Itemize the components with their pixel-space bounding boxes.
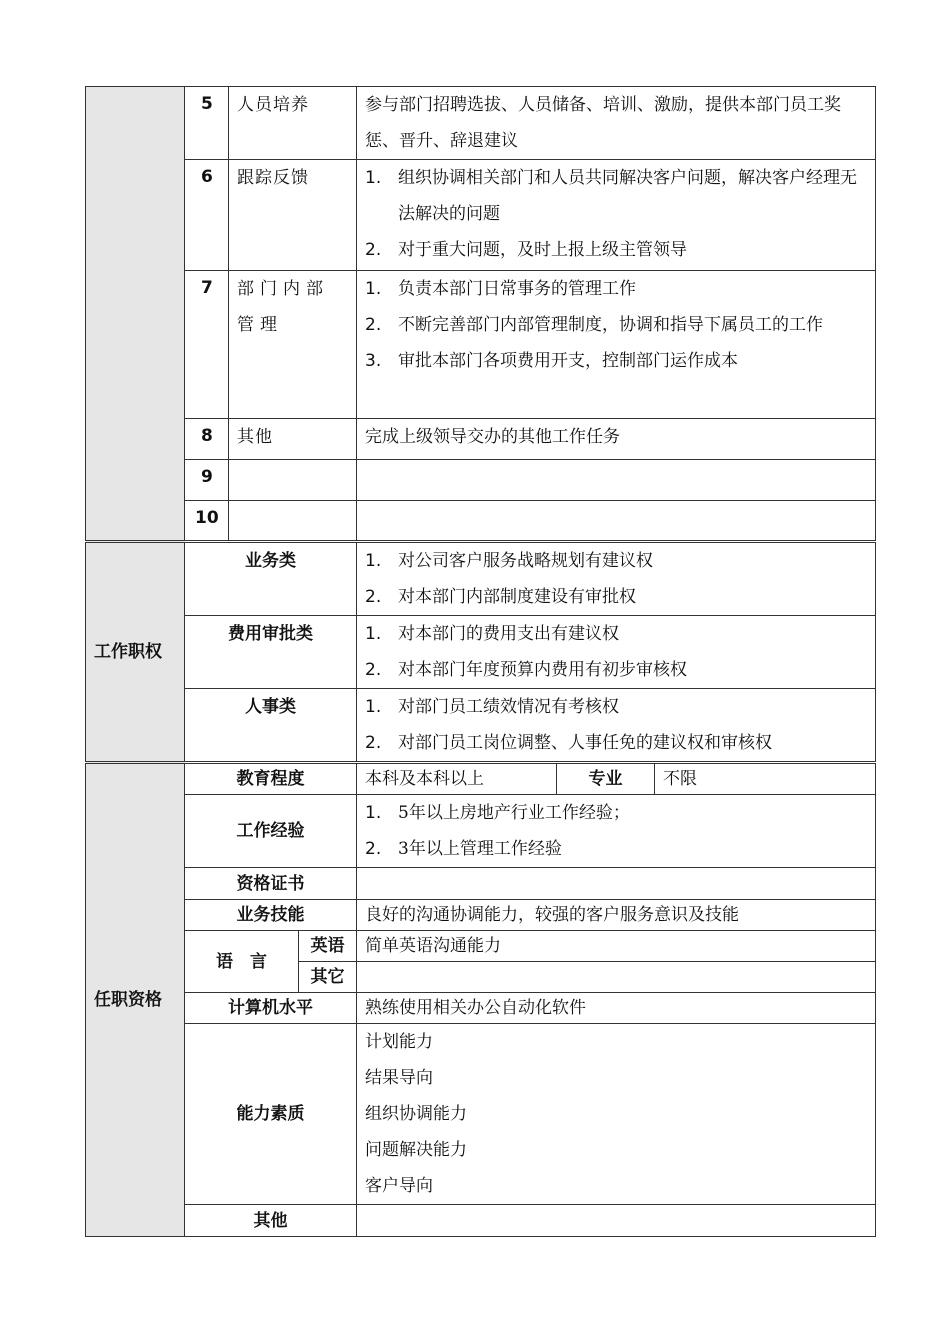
qualification-row	[86, 1024, 876, 1205]
duty-content	[357, 160, 876, 271]
ability-content	[357, 1024, 876, 1205]
skills-label: 业务技能	[185, 900, 357, 931]
other-language-value	[357, 962, 876, 993]
list-item: 3. 审批本部门各项费用开支，控制部门运作成本	[365, 351, 738, 371]
qualification-row	[86, 931, 876, 962]
qualification-row	[86, 868, 876, 900]
english-label: 英语	[299, 931, 357, 962]
certificate-label: 资格证书	[185, 868, 357, 900]
duty-row	[86, 160, 876, 271]
list-item: 1. 5年以上房地产行业工作经验；	[365, 803, 630, 823]
list-item: 2. 不断完善部门内部管理制度，协调和指导下属员工的工作	[365, 315, 823, 335]
authority-label: 费用审批类	[185, 616, 357, 689]
experience-label: 工作经验	[185, 795, 357, 868]
duty-name	[229, 501, 357, 542]
duty-name	[229, 460, 357, 501]
duty-row	[86, 419, 876, 460]
list-item: 2. 对于重大问题，及时上报上级主管领导	[365, 240, 687, 260]
duty-content: 参与部门招聘选拔、人员储备、培训、激励，提供本部门员工奖惩、晋升、辞退建议	[357, 87, 876, 160]
duty-content: 完成上级领导交办的其他工作任务	[357, 419, 876, 460]
list-item: 2. 对部门员工岗位调整、人事任免的建议权和审核权	[365, 733, 772, 753]
duty-content	[357, 271, 876, 419]
other-label: 其他	[185, 1205, 357, 1237]
duty-content	[357, 460, 876, 501]
authority-label: 业务类	[185, 542, 357, 616]
duty-name: 跟踪反馈	[229, 160, 357, 271]
duty-name: 人员培养	[229, 87, 357, 160]
list-item: 组织协调能力	[365, 1104, 467, 1124]
qualification-row	[86, 993, 876, 1024]
major-value: 不限	[655, 763, 876, 795]
skills-value: 良好的沟通协调能力，较强的客户服务意识及技能	[357, 900, 876, 931]
duty-name: 部门内部管理	[229, 271, 357, 419]
language-label: 语 言	[185, 931, 299, 993]
duty-name: 其他	[229, 419, 357, 460]
list-item: 计划能力	[365, 1032, 433, 1052]
list-item: 问题解决能力	[365, 1140, 467, 1160]
authority-content	[357, 689, 876, 763]
duty-number: 7	[185, 271, 229, 419]
duty-section-cell	[86, 87, 185, 542]
duty-number: 6	[185, 160, 229, 271]
computer-label: 计算机水平	[185, 993, 357, 1024]
duty-number: 5	[185, 87, 229, 160]
other-value	[357, 1205, 876, 1237]
authority-content	[357, 616, 876, 689]
authority-row	[86, 542, 876, 616]
education-label: 教育程度	[185, 763, 357, 795]
authority-content	[357, 542, 876, 616]
list-item: 1. 组织协调相关部门和人员共同解决客户问题，解决客户经理无法解决的问题	[365, 168, 857, 224]
qualification-row	[86, 763, 876, 795]
list-item: 结果导向	[365, 1068, 433, 1088]
list-item: 1. 对公司客户服务战略规划有建议权	[365, 551, 653, 571]
authority-label: 人事类	[185, 689, 357, 763]
list-item: 2. 对本部门内部制度建设有审批权	[365, 587, 636, 607]
list-item: 1. 负责本部门日常事务的管理工作	[365, 279, 636, 299]
experience-content	[357, 795, 876, 868]
qualification-row	[86, 900, 876, 931]
other-language-label: 其它	[299, 962, 357, 993]
list-item: 客户导向	[365, 1176, 433, 1196]
list-item: 1. 对本部门的费用支出有建议权	[365, 624, 619, 644]
job-description-table	[85, 86, 876, 1237]
computer-value: 熟练使用相关办公自动化软件	[357, 993, 876, 1024]
certificate-value	[357, 868, 876, 900]
major-label: 专业	[557, 763, 655, 795]
duty-number: 10	[185, 501, 229, 542]
ability-label: 能力素质	[185, 1024, 357, 1205]
duty-number: 9	[185, 460, 229, 501]
qualification-row	[86, 795, 876, 868]
qualification-section-title: 任职资格	[86, 763, 185, 1237]
duty-row	[86, 271, 876, 419]
list-item: 2. 3年以上管理工作经验	[365, 839, 562, 859]
qualification-row	[86, 1205, 876, 1237]
authority-section-title: 工作职权	[86, 542, 185, 763]
duty-row	[86, 87, 876, 160]
authority-row	[86, 616, 876, 689]
authority-row	[86, 689, 876, 763]
list-item: 1. 对部门员工绩效情况有考核权	[365, 697, 619, 717]
list-item: 2. 对本部门年度预算内费用有初步审核权	[365, 660, 687, 680]
education-value: 本科及本科以上	[357, 763, 557, 795]
duty-number: 8	[185, 419, 229, 460]
duty-row	[86, 501, 876, 542]
duty-content	[357, 501, 876, 542]
duty-row	[86, 460, 876, 501]
english-value: 简单英语沟通能力	[357, 931, 876, 962]
